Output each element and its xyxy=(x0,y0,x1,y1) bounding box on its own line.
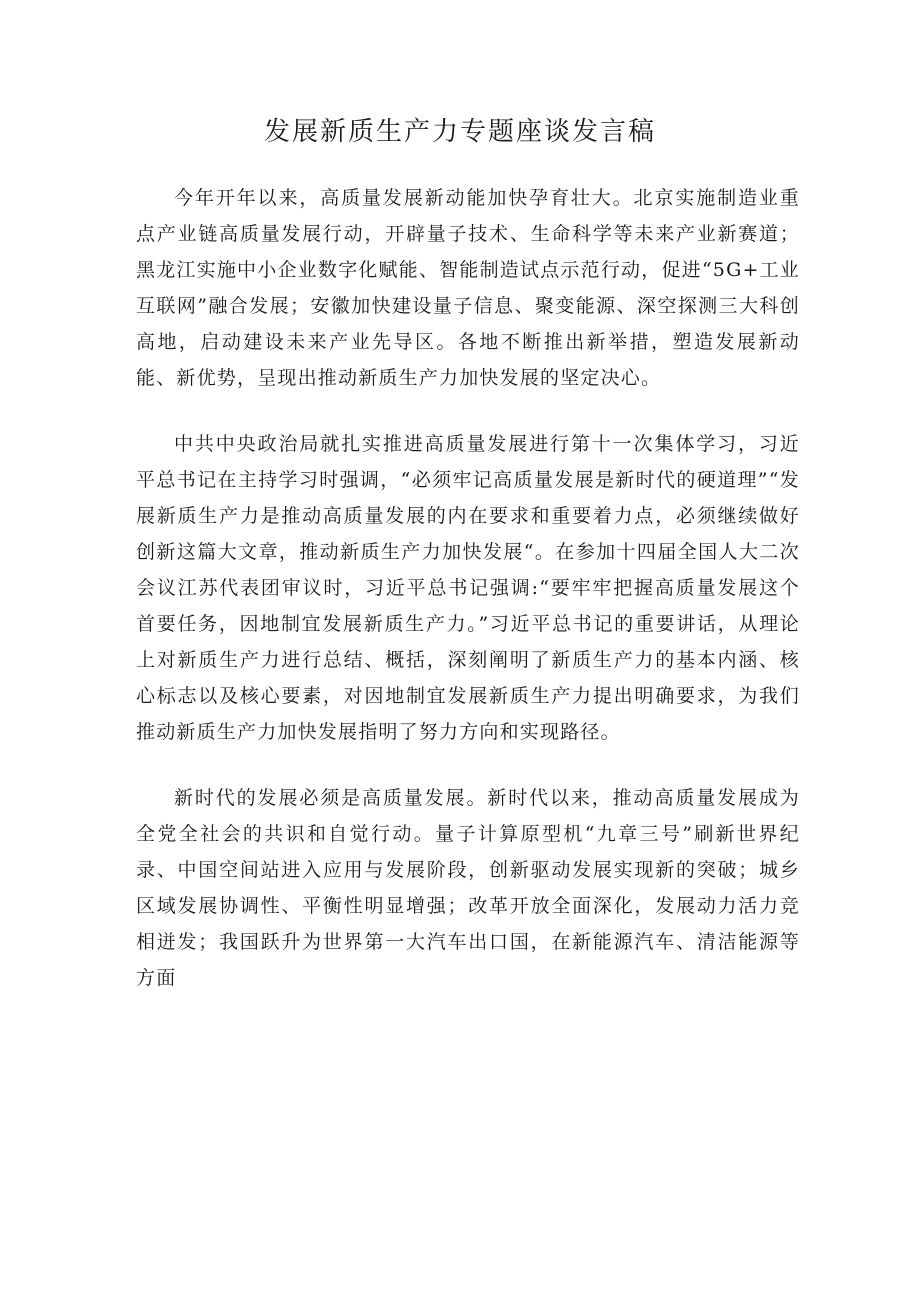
document-title: 发展新质生产力专题座谈发言稿 xyxy=(263,117,656,147)
paragraph: 新时代的发展必须是高质量发展。新时代以来，推动高质量发展成为全党全社会的共识和自觉行动。量子计算原型机“九章三号”刷新世界纪录、中国空间站进入应用与发展阶段，创新驱动发展实现新的突破；城乡区域发展协调性、平衡性明显增强；改革开放全面深化，发展动力活力竞相迸发；我国跃升为世界第一大汽车出口国，在新能源汽车、清洁能源等方面 xyxy=(136,787,800,989)
document-body xyxy=(136,180,800,1026)
paragraph: 中共中央政治局就扎实推进高质量发展进行第十一次集体学习，习近平总书记在主持学习时强调，“必须牢记高质量发展是新时代的硬道理”“发展新质生产力是推动高质量发展的内在要求和重要着力点，必须继续做好创新这篇大文章，推动新质生产力加快发展“。在参加十四届全国人大二次会议江苏代表团审议时，习近平总书记强调:“要牢牢把握高质量发展这个首要任务，因地制宜发展新质生产力。”习近平总书记的重要讲话，从理论上对新质生产力进行总结、概括，深刻阐明了新质生产力的基本内涵、核心标志以及核心要素，对因地制宜发展新质生产力提出明确要求，为我们推动新质生产力加快发展指明了努力方向和实现路径。 xyxy=(136,433,800,743)
paragraph: 今年开年以来，高质量发展新动能加快孕育壮大。北京实施制造业重点产业链高质量发展行动，开辟量子技术、生命科学等未来产业新赛道；黑龙江实施中小企业数字化赋能、智能制造试点示范行动，促进“5G+工业互联网”融合发展；安徽加快建设量子信息、聚变能源、深空探测三大科创高地，启动建设未来产业先导区。各地不断推出新举措，塑造发展新动能、新优势，呈现出推动新质生产力加快发展的坚定决心。 xyxy=(136,187,800,389)
